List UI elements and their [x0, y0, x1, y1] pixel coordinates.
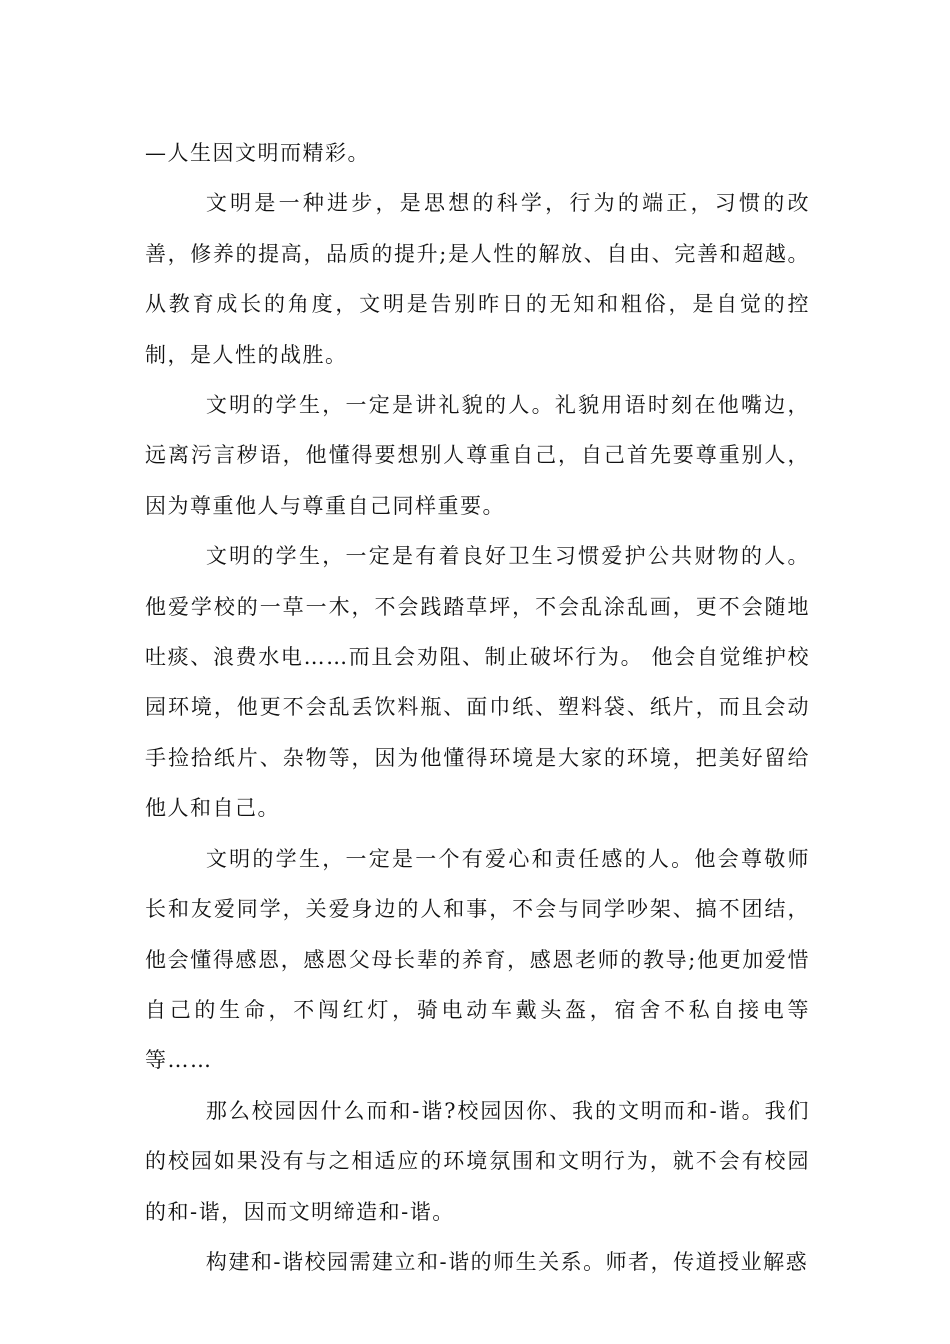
paragraph-continuation: —人生因文明而精彩。	[145, 141, 370, 165]
paragraph-hygiene: 文明的学生，一定是有着良好卫生习惯爱护公共财物的人。他爱学校的一草一木，不会践踏草坪，不会乱涂乱画，更不会随地吐痰、浪费水电……而且会劝阻、制止破坏行为。 他会自觉维护校园环境，他更不会乱丢饮料瓶、面巾纸、塑料袋、纸片，而且会动手捡拾纸片、杂物等，因为他懂得环境是大家的环境，把美好留给他人和自己。	[145, 544, 810, 821]
paragraph-civilization-definition: 文明是一种进步，是思想的科学，行为的端正，习惯的改善，修养的提高，品质的提升;是人性的解放、自由、完善和超越。从教育成长的角度，文明是告别昨日的无知和粗俗，是自觉的控制，是人性的战胜。	[145, 191, 810, 367]
paragraph-teacher-student: 构建和-谐校园需建立和-谐的师生关系。师者，传道授业解惑	[205, 1249, 809, 1274]
paragraph-responsibility: 文明的学生，一定是一个有爱心和责任感的人。他会尊敬师长和友爱同学，关爱身边的人和事，不会与同学吵架、搞不团结，他会懂得感恩，感恩父母长辈的养育，感恩老师的教导;他更加爱惜自己的生命，不闯红灯，骑电动车戴头盔，宿舍不私自接电等等……	[145, 846, 810, 1073]
body-text	[145, 128, 810, 1287]
paragraph-harmony: 那么校园因什么而和-谐?校园因你、我的文明而和-谐。我们的校园如果没有与之相适应的环境氛围和文明行为，就不会有校园的和-谐，因而文明缔造和-谐。	[145, 1098, 810, 1224]
paragraph-politeness: 文明的学生，一定是讲礼貌的人。礼貌用语时刻在他嘴边，远离污言秽语，他懂得要想别人尊重自己，自己首先要尊重别人，因为尊重他人与尊重自己同样重要。	[145, 393, 810, 518]
